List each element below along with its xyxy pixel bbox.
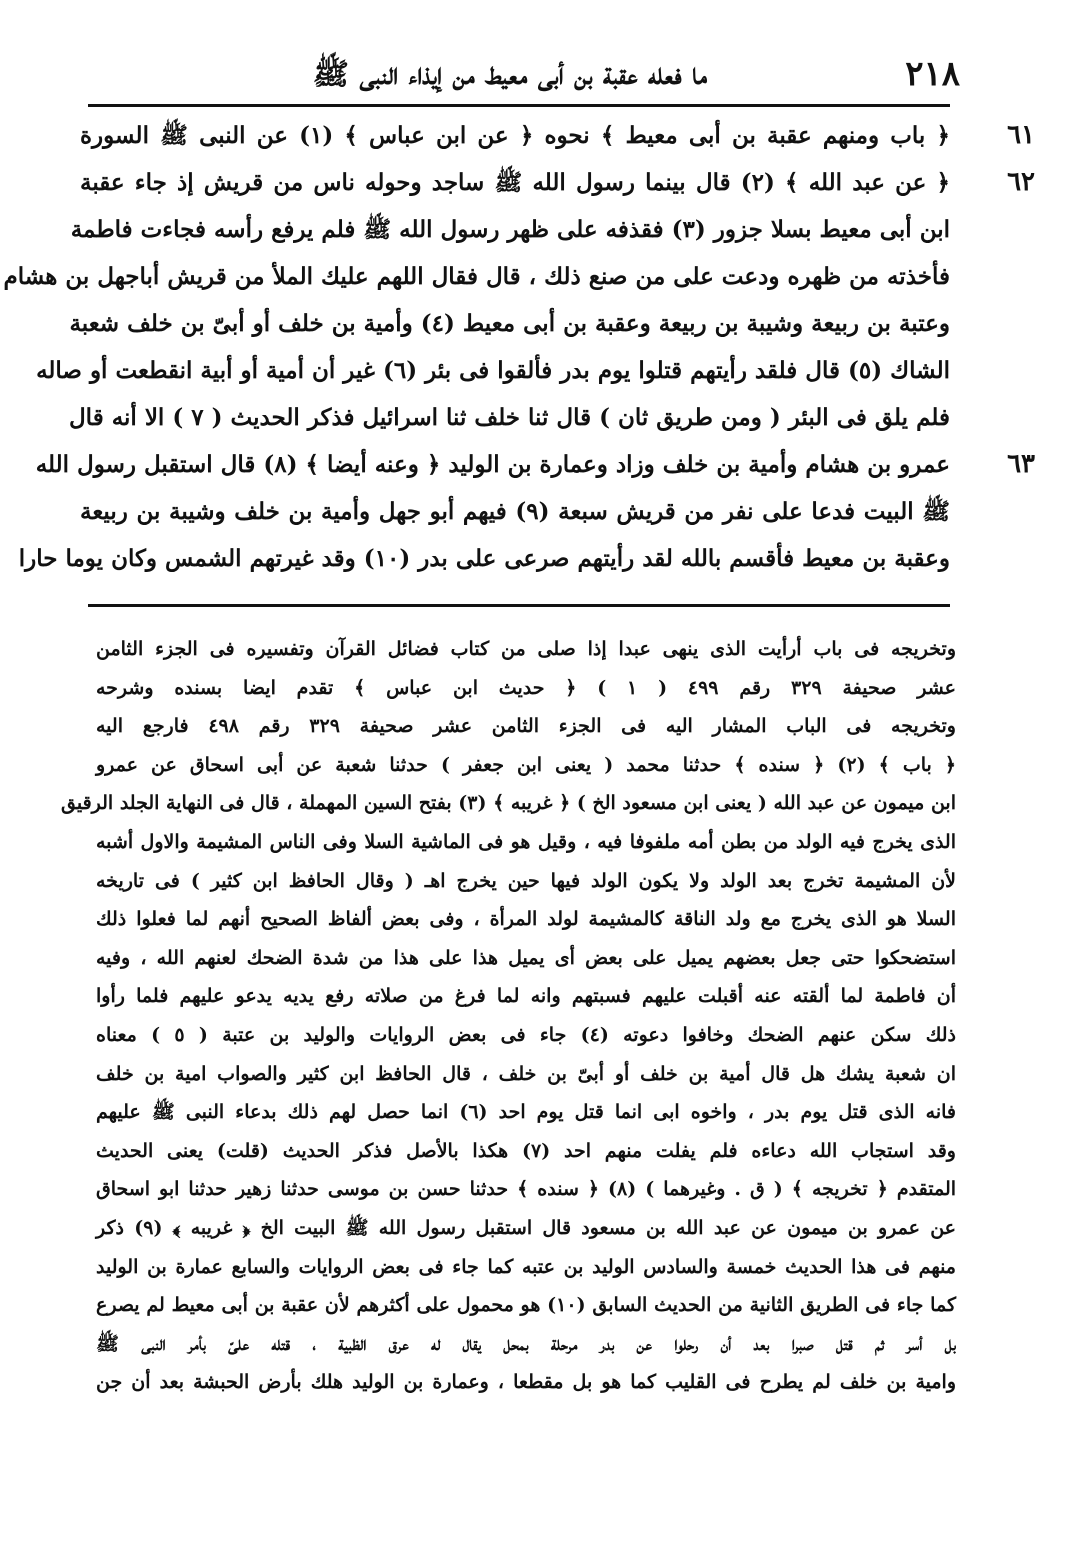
footnote-line: وتخريجه فى باب أرأيت الذى ينهى عبدا إذا صلى من كتاب فضائل القرآن وتفسيره فى الجزء الثامن — [96, 638, 956, 660]
footnote-line: ذلك سكن عنهم الضحك وخافوا دعوته (٤) جاء فى بعض الروايات والوليد بن عتبة ( ٥ ) معناه — [96, 1023, 956, 1046]
running-title: ما فعله عقبة بن أبى معيط من إيذاء النبى ﷺ — [312, 57, 708, 92]
hadith-number: ٦١ — [1007, 120, 1035, 150]
main-line-text: وعقبة بن معيط فأقسم بالله لقد رأيتهم صرعى على بدر (١٠) وقد غيرتهم الشمس وكان يوما حارا — [18, 545, 950, 572]
footnote-line: منهم فى هذا الحديث خمسة والسادس الوليد بن عتبه كما جاء فى بعض الروايات والسابع عمارة بن الوليد — [96, 1255, 956, 1278]
footnote-line: وقد استجاب الله دعاءه فلم يفلت منهم احد (٧) هكذا بالأصل فذكر الحديث (قلت) يعنى الحديث — [96, 1139, 956, 1162]
main-line-text: ﴿ باب ومنهم عقبة بن أبى معيط ﴾ نحوه ﴿ عن ابن عباس ﴾ (١) عن النبى ﷺ السورة — [80, 122, 950, 149]
main-line — [3, 253, 950, 300]
footnotes — [61, 630, 957, 1402]
main-text — [3, 112, 1035, 582]
main-line-text: فلم يلق فى البئر ( ومن طريق ثان ) قال ثنا خلف ثنا اسرائيل فذكر الحديث ( ٧ ) الا أنه قال — [68, 404, 950, 431]
main-line-text: ﷺ البيت فدعا على نفر من قريش سبعة (٩) فيهم أبو جهل وأمية بن خلف وشيبة بن ربيعة — [80, 498, 951, 525]
footnote-line: كما جاء فى الطريق الثانية من الحديث السابق (١٠) هو محمول على أكثرهم لأن عقبة بن أبى معيط لم يصرع — [96, 1294, 957, 1317]
footnote-line: الذى يخرج فيه الولد من بطن أمه ملفوفا فيه ، وقيل هو فى الماشية السلا وفى الناس المشيمة والاول أشبه — [96, 830, 956, 853]
main-line-text: وعتبة بن ربيعة وشيبة بن ربيعة وعقبة بن أبى معيط (٤) وأمية بن خلف أو أبىّ بن خلف شعبة — [69, 310, 950, 337]
main-line-text: عمرو بن هشام وأمية بن خلف وزاد وعمارة بن الوليد ﴿ وعنه أيضا ﴾ (٨) قال استقبل رسول الله — [35, 451, 950, 478]
footnote-line: بل أسر ثم قتل صبرا بعد أن رحلوا عن بدر مرحلة بمحل يقال له عرق الظبية ، قتله علىّ بأمر النبى ﷺ — [96, 1332, 956, 1355]
main-line — [69, 300, 950, 347]
footnote-line: استضحكوا حتى جعل بعضهم يميل على بعض أى يميل هذا على هذا من شدة الضحك لعنهم الله ، وفيه — [96, 946, 956, 969]
footnote-separator — [88, 604, 950, 607]
main-line-text: ﴿ عن عبد الله ﴾ (٢) قال بينما رسول الله ﷺ ساجد وحوله ناس من قريش إذ جاء عقبة — [80, 169, 950, 196]
footnote-line: وتخريجه فى الباب المشار اليه فى الجزء الثامن عشر صحيفة ٣٢٩ رقم ٤٩٨ فارجع اليه — [96, 715, 956, 738]
main-line — [35, 441, 1035, 488]
footnote-line: عن عمرو بن ميمون عن عبد الله بن مسعود قال استقبل رسول الله ﷺ البيت الخ ﴿ غريبه ﴾ (٩) ذكر — [96, 1216, 956, 1239]
footnote-line: المتقدم ﴿ تخريجه ﴾ ( ق . وغيرهما ) (٨) ﴿ سنده ﴾ حدثنا حسن بن موسى حدثنا زهير حدثنا ابو اسحاق — [96, 1178, 957, 1201]
footnote-line: ﴿ باب ﴾ (٢) ﴿ سنده ﴾ حدثنا محمد ( يعنى ابن جعفر ) حدثنا شعبة عن أبى اسحاق عن عمرو — [96, 753, 956, 776]
main-line — [80, 159, 1035, 206]
main-line-text: الشاك (٥) قال فلقد رأيتهم قتلوا يوم بدر فألقوا فى بئر (٦) غير أن أمية أو أبية انقطعت أو صاله — [36, 357, 950, 384]
footnote-line: السلا هو الذى يخرج مع ولد الناقة كالمشيمة لولد المرأة ، وفى بعض ألفاظ الصحيح أنهم لما فعلوا ذلك — [96, 908, 956, 931]
footnote-line: لأن المشيمة تخرج بعد الولد ولا يكون الولد فيها حين يخرج اهـ ( وقال الحافظ ابن كثير ) فى تاريخه — [96, 869, 956, 892]
page-header — [90, 52, 960, 104]
main-line — [68, 394, 950, 441]
main-line — [80, 112, 1035, 159]
main-line — [36, 347, 950, 394]
hadith-number: ٦٣ — [1007, 449, 1035, 479]
footnote-line: وامية بن خلف لم يطرح فى القليب كما هو بل مقطعا ، وعمارة بن الوليد هلك بأرض الحبشة بعد أن جن — [96, 1371, 956, 1394]
hadith-number: ٦٢ — [1007, 167, 1035, 197]
footnote-line: عشر صحيفة ٣٢٩ رقم ٤٩٩ ( ١ ) ﴿ حديث ابن عباس ﴾ تقدم ايضا بسنده وشرحه — [96, 676, 956, 699]
footnote-line: ابن ميمون عن عبد الله ( يعنى ابن مسعود الخ ) ﴿ غريبه ﴾ (٣) بفتح السين المهملة ، قال فى النهاية الجلد الرقيق — [61, 792, 956, 815]
main-line — [80, 488, 950, 535]
main-line — [18, 535, 950, 582]
page-number: ٢١٨ — [905, 54, 960, 94]
main-line — [70, 206, 950, 253]
footnote-line: ان شعبة يشك هل قال أمية بن خلف أو أبىّ بن خلف ، قال الحافظ ابن كثير والصواب امية بن خلف — [96, 1062, 956, 1085]
main-line-text: فأخذته من ظهره ودعت على من صنع ذلك ، قال فقال اللهم عليك الملأ من قريش أباجهل بن هشام — [3, 263, 950, 290]
main-line-text: ابن أبى معيط بسلا جزور (٣) فقذفه على ظهر رسول الله ﷺ فلم يرفع رأسه فجاءت فاطمة — [70, 216, 950, 243]
footnote-line: فانه الذى قتل يوم بدر ، واخوه ابى انما قتل يوم احد (٦) انما حصل لهم ذلك بدعاء النبى ﷺ عليهم — [96, 1101, 956, 1124]
header-rule — [88, 104, 950, 107]
footnote-line: أن فاطمة لما ألقته عنه أقبلت عليهم فسبتهم وانه لما فرغ من صلاته رفع يديه يدعو عليهم فلما رأوا — [96, 985, 956, 1008]
